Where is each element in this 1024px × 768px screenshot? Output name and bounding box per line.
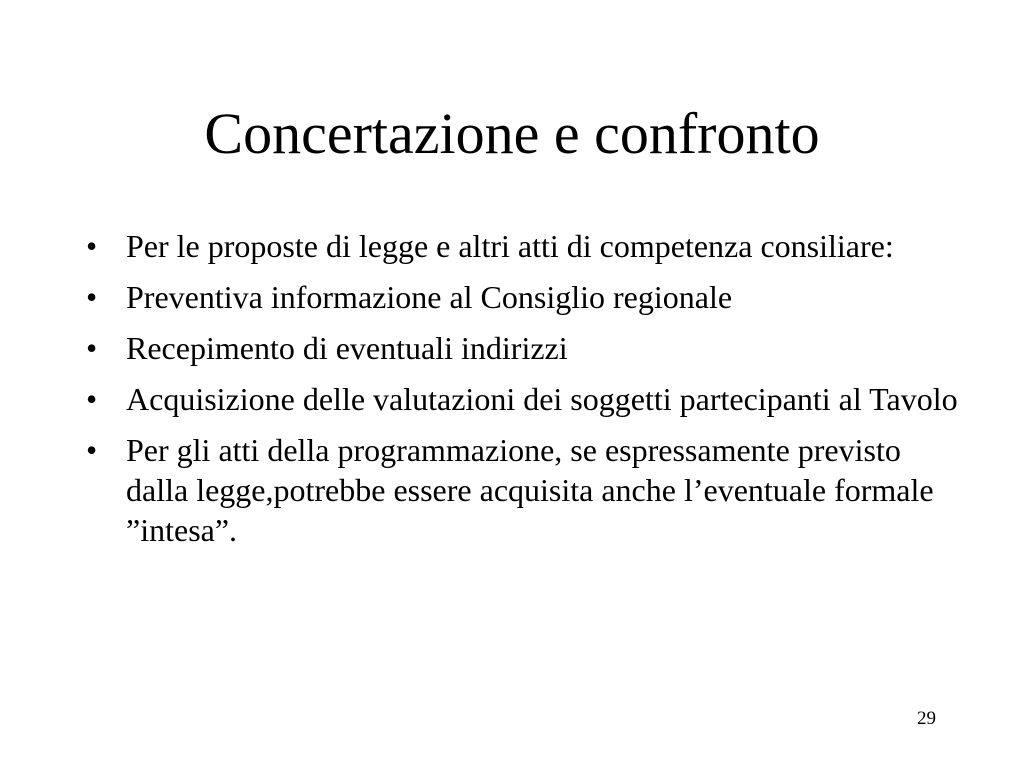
bullet-item-3 xyxy=(84,328,964,368)
bullet-list xyxy=(84,226,964,561)
bullet-text: Preventiva informazione al Consiglio regionale xyxy=(126,279,733,315)
bullet-text: Recepimento di eventuali indirizzi xyxy=(126,330,568,366)
slide-title: Concertazione e confronto xyxy=(204,101,820,166)
bullet-icon: • xyxy=(86,432,98,468)
bullet-icon: • xyxy=(86,381,98,417)
bullet-icon: • xyxy=(86,279,98,315)
bullet-text: Per le proposte di legge e altri atti di competenza consiliare: xyxy=(126,228,894,264)
bullet-item-1 xyxy=(84,226,964,266)
bullet-text: Per gli atti della programmazione, se espressamente previsto dalla legge,potrebbe essere acquisita anche l’eventuale formale ”intesa”. xyxy=(126,432,934,548)
bullet-item-5 xyxy=(84,430,964,550)
bullet-item-2 xyxy=(84,277,964,317)
page-number: 29 xyxy=(917,708,936,729)
bullet-item-4 xyxy=(84,379,964,419)
bullet-text: Acquisizione delle valutazioni dei soggetti partecipanti al Tavolo xyxy=(126,381,958,417)
bullet-icon: • xyxy=(86,330,98,366)
bullet-icon: • xyxy=(86,228,98,264)
